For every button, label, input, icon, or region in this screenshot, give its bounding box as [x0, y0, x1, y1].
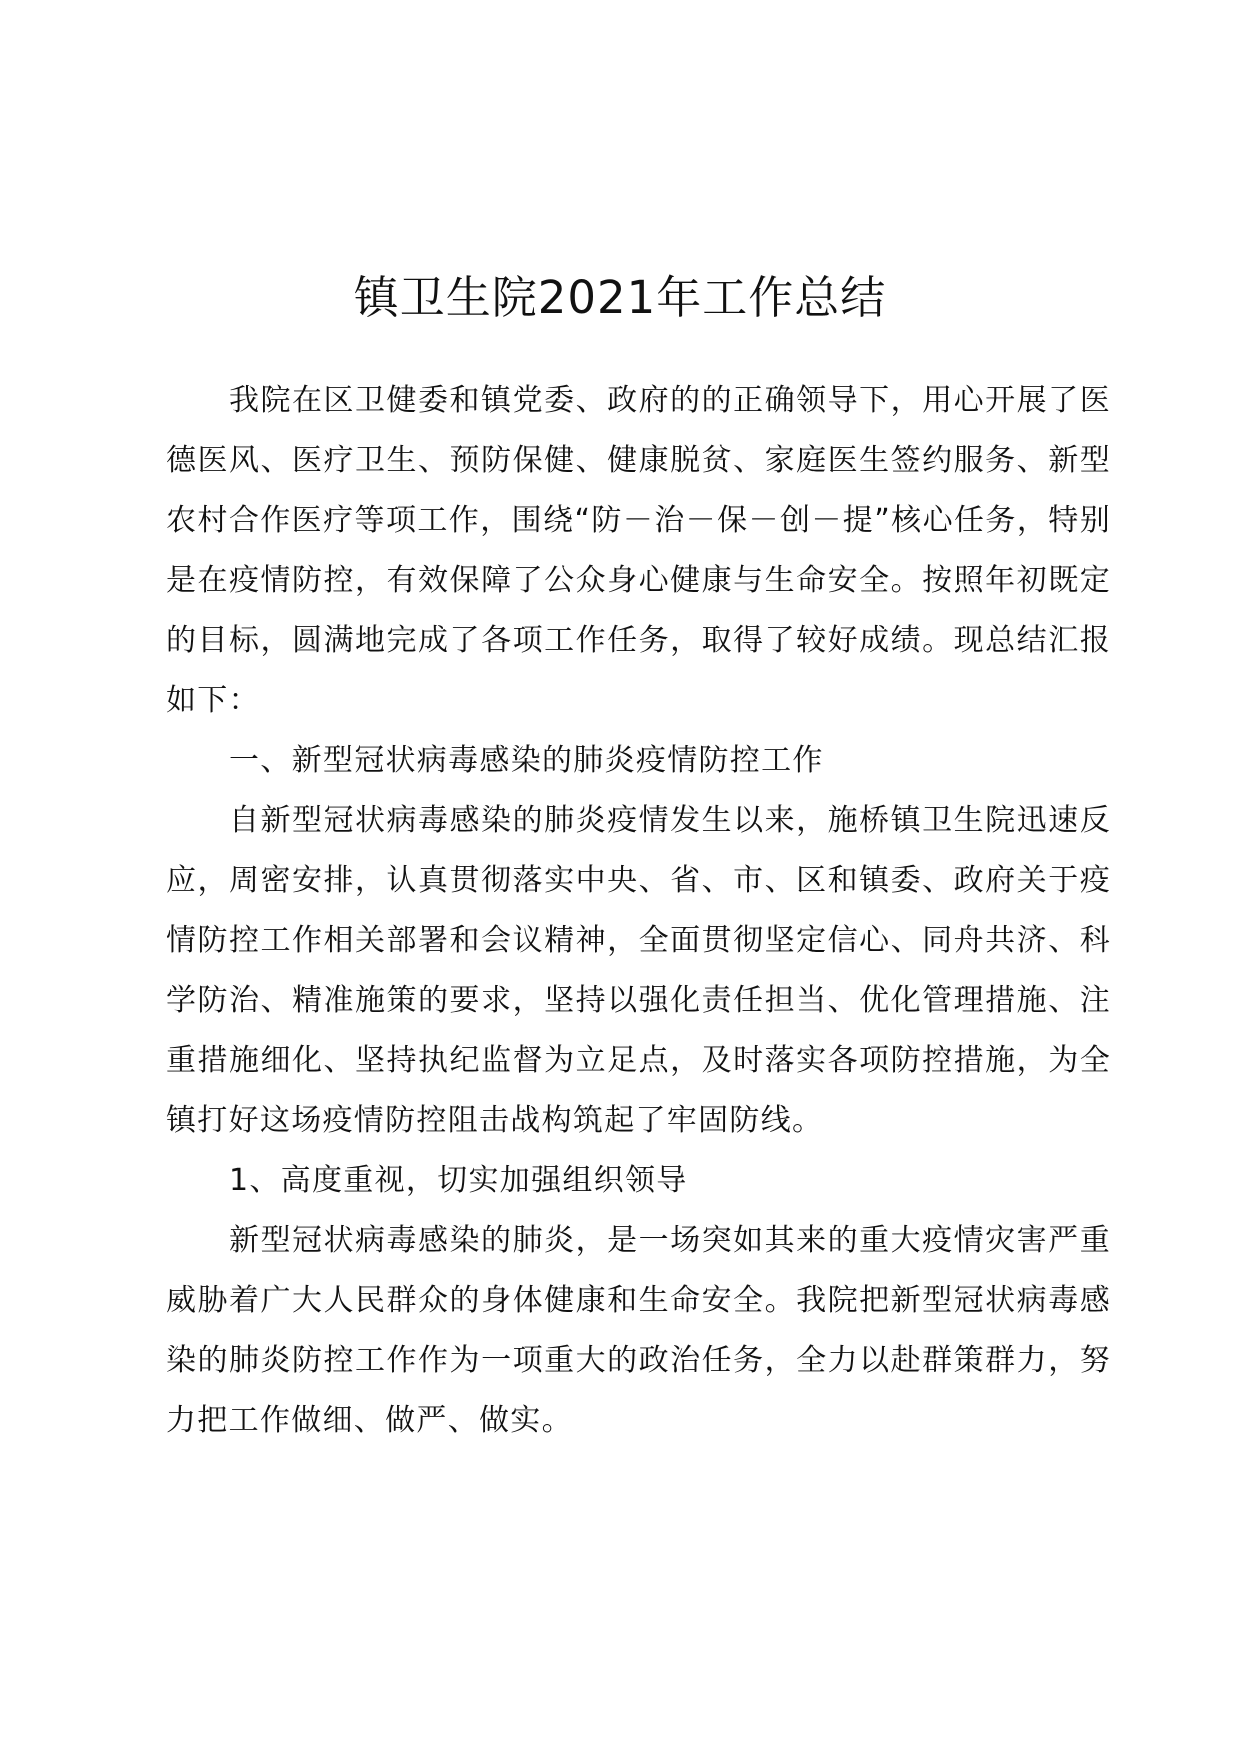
subsection-1-paragraph: 新型冠状病毒感染的肺炎，是一场突如其来的重大疫情灾害严重威胁着广大人民群众的身体健康和生命安全。我院把新型冠状病毒感染的肺炎防控工作作为一项重大的政治任务，全力以赴群策群力，努力把工作做细、做严、做实。 [166, 1223, 1111, 1438]
document-body [166, 371, 1111, 1451]
subsection-heading-1: 1、高度重视，切实加强组织领导 [229, 1163, 688, 1198]
section-heading-1: 一、新型冠状病毒感染的肺炎疫情防控工作 [229, 743, 824, 778]
section-1-paragraph: 自新型冠状病毒感染的肺炎疫情发生以来，施桥镇卫生院迅速反应，周密安排，认真贯彻落实中央、省、市、区和镇委、政府关于疫情防控工作相关部署和会议精神，全面贯彻坚定信心、同舟共济、科学防治、精准施策的要求，坚持以强化责任担当、优化管理措施、注重措施细化、坚持执纪监督为立足点，及时落实各项防控措施，为全镇打好这场疫情防控阻击战构筑起了牢固防线。 [166, 803, 1111, 1138]
intro-paragraph: 我院在区卫健委和镇党委、政府的的正确领导下，用心开展了医德医风、医疗卫生、预防保健、健康脱贫、家庭医生签约服务、新型农村合作医疗等项工作，围绕“防－治－保－创－提”核心任务，特别是在疫情防控，有效保障了公众身心健康与生命安全。按照年初既定的目标，圆满地完成了各项工作任务，取得了较好成绩。现总结汇报如下： [166, 383, 1111, 718]
document-title: 镇卫生院2021年工作总结 [353, 271, 887, 324]
